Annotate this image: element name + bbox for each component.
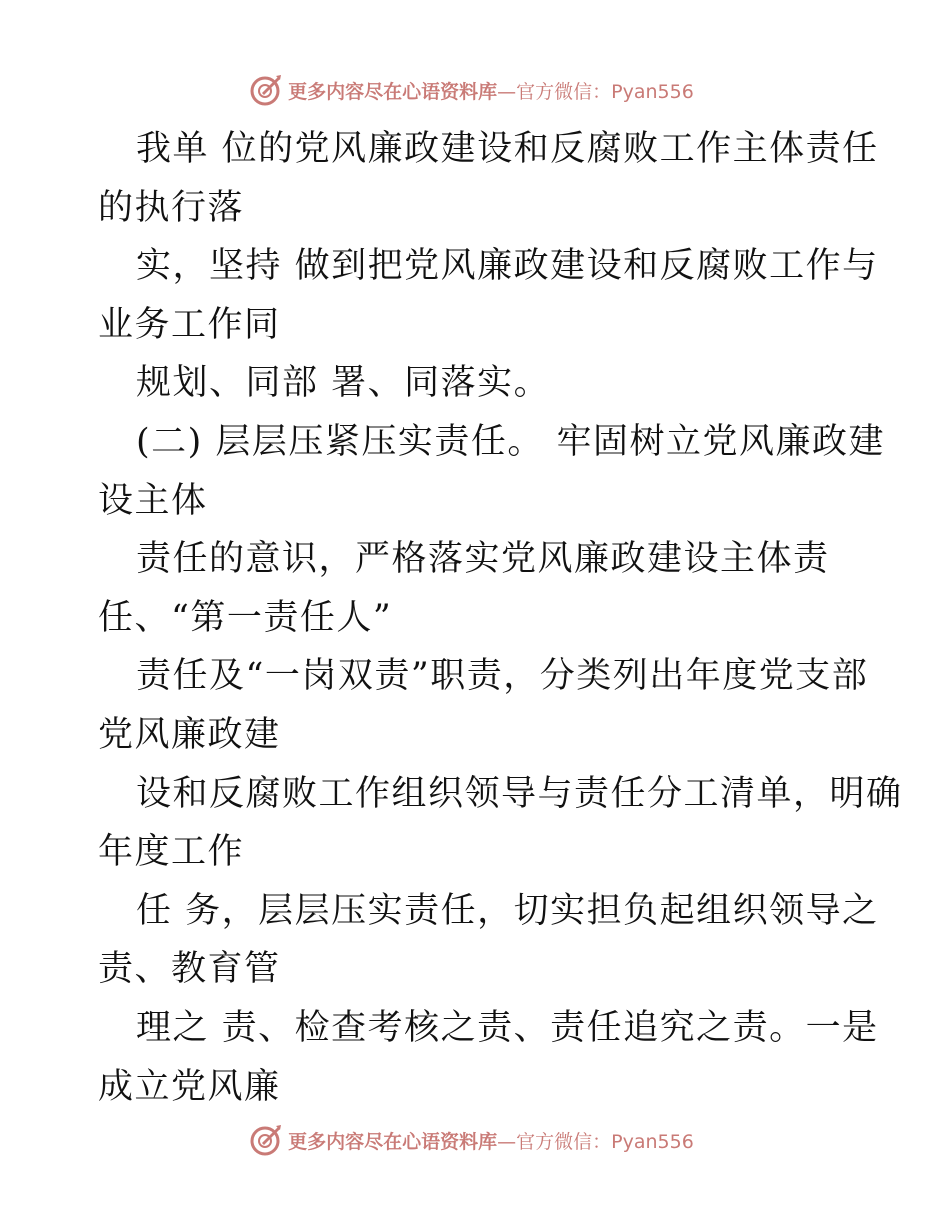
- text-line: 的执行落: [98, 187, 245, 228]
- text-line: 规划、同部 署、同落实。: [136, 363, 551, 404]
- footer-contact-text: —官方微信：Pyan556: [497, 1130, 694, 1153]
- brand-logo-icon: [248, 1123, 282, 1157]
- header-brand-text: 更多内容尽在心语资料库: [288, 80, 498, 103]
- text-line: 任 务，层层压实责任，切实担负起组织领导之: [136, 890, 879, 931]
- text-line: 责、教育管: [98, 949, 281, 990]
- text-line: 设主体: [98, 480, 208, 521]
- text-line: 责任及“一岗双责”职责，分类列出年度党支部: [136, 656, 869, 697]
- text-line: 党风廉政建: [98, 714, 281, 755]
- text-line: (二) 层层压紧压实责任。 牢固树立党风廉政建: [136, 421, 886, 462]
- header-banner: [0, 70, 950, 110]
- text-line: 年度工作: [98, 832, 245, 873]
- footer-brand-text: 更多内容尽在心语资料库: [288, 1130, 498, 1153]
- text-line: 成立党风廉: [98, 1066, 281, 1107]
- header-contact-text: —官方微信：Pyan556: [497, 80, 694, 103]
- text-line: 责任的意识，严格落实党风廉政建设主体责: [136, 539, 830, 580]
- text-line: 设和反腐败工作组织领导与责任分工清单，明确: [136, 773, 903, 814]
- brand-logo-icon: [248, 73, 282, 107]
- text-line: 业务工作同: [98, 304, 281, 345]
- header-banner-content: [248, 73, 694, 107]
- document-body: [98, 120, 903, 1116]
- footer-banner-content: [248, 1123, 694, 1157]
- text-line: 理之 责、检查考核之责、责任追究之责。一是: [136, 1007, 879, 1048]
- text-line: 任、“第一责任人”: [98, 597, 393, 638]
- text-line: 实，坚持 做到把党风廉政建设和反腐败工作与: [136, 246, 879, 287]
- text-line: 我单 位的党风廉政建设和反腐败工作主体责任: [136, 129, 879, 169]
- footer-banner: [0, 1120, 950, 1160]
